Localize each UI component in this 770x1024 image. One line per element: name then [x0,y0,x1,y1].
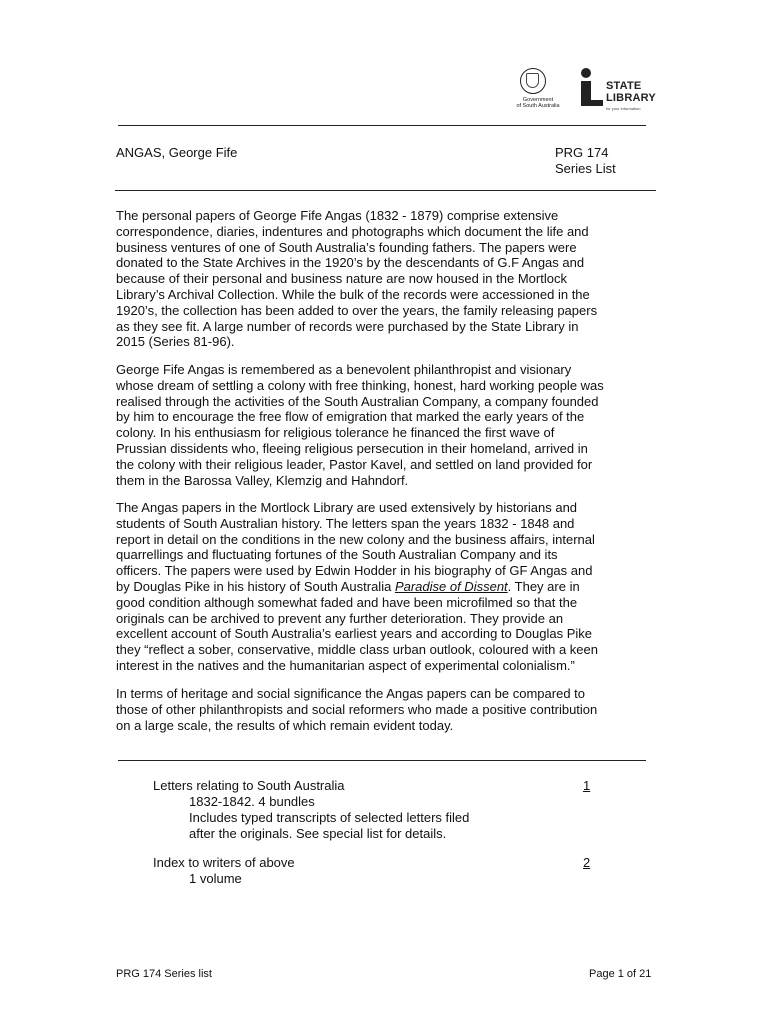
series-1-title: Letters relating to South Australia [153,778,345,793]
series-2-title: Index to writers of above [153,855,295,870]
info-i-icon [581,68,591,78]
library-logo-line2: LIBRARY [606,91,656,104]
collection-name: ANGAS, George Fife [116,145,238,160]
list-type: Series List [555,161,616,176]
title-rule [115,190,656,191]
library-logo-line1: STATE [606,80,642,92]
intro-paragraph-3: The Angas papers in the Mortlock Library are used extensively by historians and students of South Australian history. The letters span the years 1832 - 1848 and report in detail on the conditions in the new colony and the business affairs, internal quarrellings and fluctuating fortunes of the South Australian Company and its officers. The papers were used by Edwin Hodder in his biography of GF Angas and by Douglas Pike in his history of South Australia Paradise of Dissent. They are in good condition although somewhat faded and have been microfilmed so that the originals can be archived to prevent any further deterioration. They provide an excellent account of South Australia’s earliest years and according to Douglas Pike they “reflect a sober, conservative, middle class urban outlook, coloured with a keen interest in the natives and the humanitarian aspect of experimental colonialism.” [116,500,598,673]
series-2-details: 1 volume [189,871,242,886]
book-title-paradise-of-dissent: Paradise of Dissent [394,578,508,594]
intro-paragraph-2: George Fife Angas is remembered as a benevolent philanthropist and visionary whose dream of settling a colony with free thinking, honest, hard working people was realised through the activities of the South Australian Company, a company founded by him to encourage the free flow of emigration that marked the early years of the colony. In his enthusiasm for religious tolerance he financed the first wave of Prussian dissidents who, fleeing religious persecution in their homeland, arrived in the colony with their religious leader, Pastor Kavel, and settled on land provided for them in the Barossa Valley, Klemzig and Hahndorf. [116,362,604,488]
crest-icon [520,68,546,94]
series-1-number[interactable]: 1 [583,778,591,793]
intro-paragraph-1: The personal papers of George Fife Angas (1832 - 1879) comprise extensive correspondence, diaries, indentures and photographs which document the life and business ventures of one of South Australia’s founding fathers. The papers were donated to the State Archives in the 1920’s by the descendants of G.F Angas and because of their personal and business nature are now housed in the Mortlock Library’s Archival Collection. While the bulk of the records were accessioned in the 1920’s, the collection has been added to over the years, the family releasing papers as they see fit. A large number of records were purchased by the State Library in 2015 (Series 81-96). [116,208,598,350]
series-rule [118,760,646,761]
page-number: Page 1 of 21 [589,968,652,980]
header-rule [118,125,646,126]
gov-logo-line1: Government [522,97,554,103]
state-library-logo [578,68,664,114]
series-2-number[interactable]: 2 [583,855,591,870]
government-of-south-australia-logo [506,68,570,112]
intro-paragraph-4: In terms of heritage and social significance the Angas papers can be compared to those of other philanthropists and social reformers who made a positive contribution on a large scale, the results of which remain evident today. [116,686,598,733]
library-logo-tagline: for your information [606,106,641,111]
footer-left: PRG 174 Series list [116,968,212,980]
gov-logo-line2: of South Australia [516,103,560,109]
collection-ref: PRG 174 [555,145,609,160]
series-1-details: 1832-1842. 4 bundles Includes typed transcripts of selected letters filed after the originals. See special list for details. [189,794,470,841]
